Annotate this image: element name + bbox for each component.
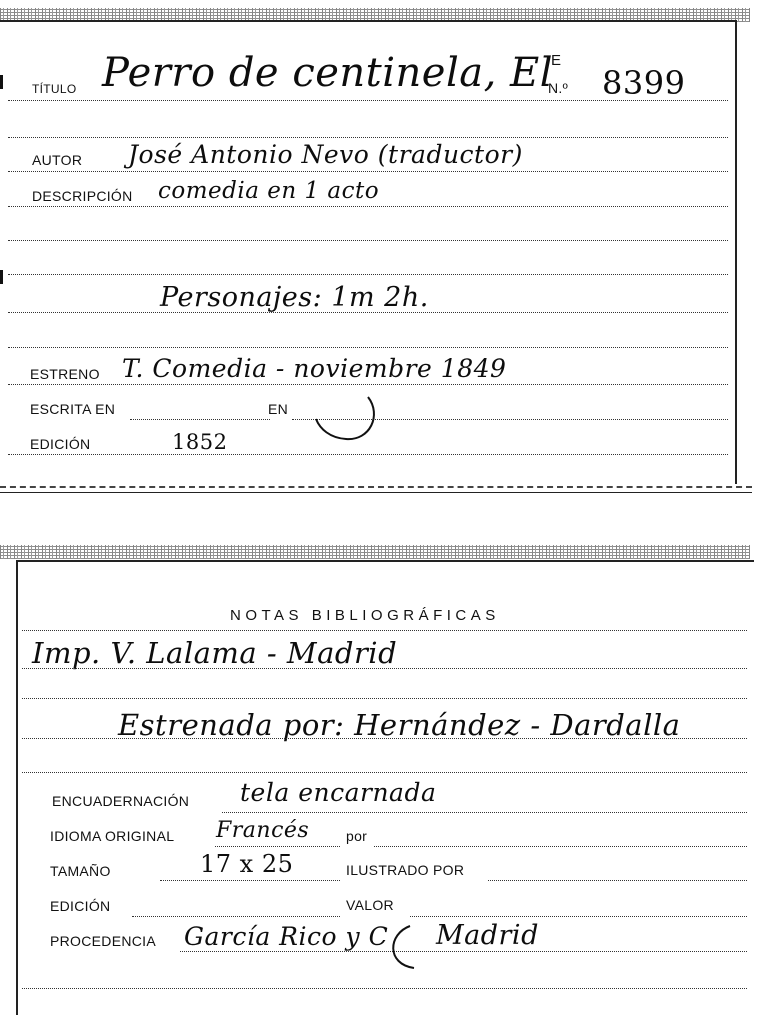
rule-line: [22, 630, 747, 631]
ilustrado-line: [488, 880, 747, 881]
card-margin-mark: [0, 270, 3, 284]
autor-label: AUTOR: [32, 152, 83, 168]
notas-title: NOTAS BIBLIOGRÁFICAS: [230, 607, 500, 624]
idioma-line: [215, 846, 340, 847]
pen-stroke-mark: [380, 920, 428, 976]
encuadernacion-value: tela encarnada: [240, 778, 437, 807]
edicion-bottom-line: [132, 916, 340, 917]
rule-line: [22, 698, 747, 699]
ilustrado-label: ILUSTRADO POR: [346, 862, 465, 878]
rule-line: [8, 274, 728, 275]
titulo-label: TÍTULO: [32, 82, 77, 96]
edicion-line: [8, 454, 728, 455]
por-line: [374, 846, 747, 847]
por-label: por: [346, 828, 368, 844]
estreno-label: ESTRENO: [30, 366, 100, 382]
note-line-2: Estrenada por: Hernández - Dardalla: [118, 708, 681, 742]
procedencia-label: PROCEDENCIA: [50, 933, 156, 949]
card-separator: [0, 492, 752, 493]
tamano-value: 17 x 25: [200, 850, 294, 878]
idioma-label: IDIOMA ORIGINAL: [50, 828, 175, 844]
estreno-line: [8, 384, 728, 385]
pen-stroke-mark: [310, 393, 380, 445]
titulo-value: Perro de centinela, El: [102, 50, 554, 96]
estreno-value: T. Comedia - noviembre 1849: [122, 354, 507, 383]
encuadernacion-line: [222, 812, 747, 813]
rule-line: [8, 240, 728, 241]
rule-line: [8, 347, 728, 348]
idioma-value: Francés: [216, 818, 310, 843]
edicion-label: EDICIÓN: [30, 436, 91, 452]
escrita-en-line: [130, 419, 270, 420]
card-edge: [0, 486, 752, 488]
procedencia-line: [180, 951, 747, 952]
procedencia-place: Madrid: [436, 920, 539, 951]
autor-line: [8, 171, 728, 172]
paper-edge-noise: [0, 545, 750, 559]
valor-line: [410, 916, 747, 917]
rule-line: [22, 988, 747, 989]
numero-value: 8399: [602, 64, 686, 102]
edicion-bottom-label: EDICIÓN: [50, 898, 111, 914]
rule-line: [22, 772, 747, 773]
note-line-1: Imp. V. Lalama - Madrid: [32, 636, 398, 670]
encuadernacion-label: ENCUADERNACIÓN: [52, 793, 190, 809]
card-margin-mark: [0, 75, 3, 89]
descripcion-value: comedia en 1 acto: [158, 178, 380, 204]
en-label: EN: [268, 401, 289, 417]
rule-line: [22, 668, 747, 669]
procedencia-value: García Rico y C: [184, 922, 389, 951]
descripcion-line: [8, 206, 728, 207]
tamano-line: [160, 880, 340, 881]
rule-line: [8, 312, 728, 313]
rule-line: [8, 137, 728, 138]
autor-value: José Antonio Nevo (traductor): [128, 140, 523, 169]
edicion-value: 1852: [172, 430, 228, 454]
numero-label: N.º: [548, 80, 569, 96]
personajes-value: Personajes: 1m 2h.: [160, 282, 429, 313]
numero-prefix: E: [551, 52, 562, 69]
tamano-label: TAMAÑO: [50, 863, 111, 879]
descripcion-label: DESCRIPCIÓN: [32, 188, 133, 204]
rule-line: [22, 738, 747, 739]
escrita-en-label: ESCRITA EN: [30, 401, 116, 417]
valor-label: VALOR: [346, 897, 394, 913]
